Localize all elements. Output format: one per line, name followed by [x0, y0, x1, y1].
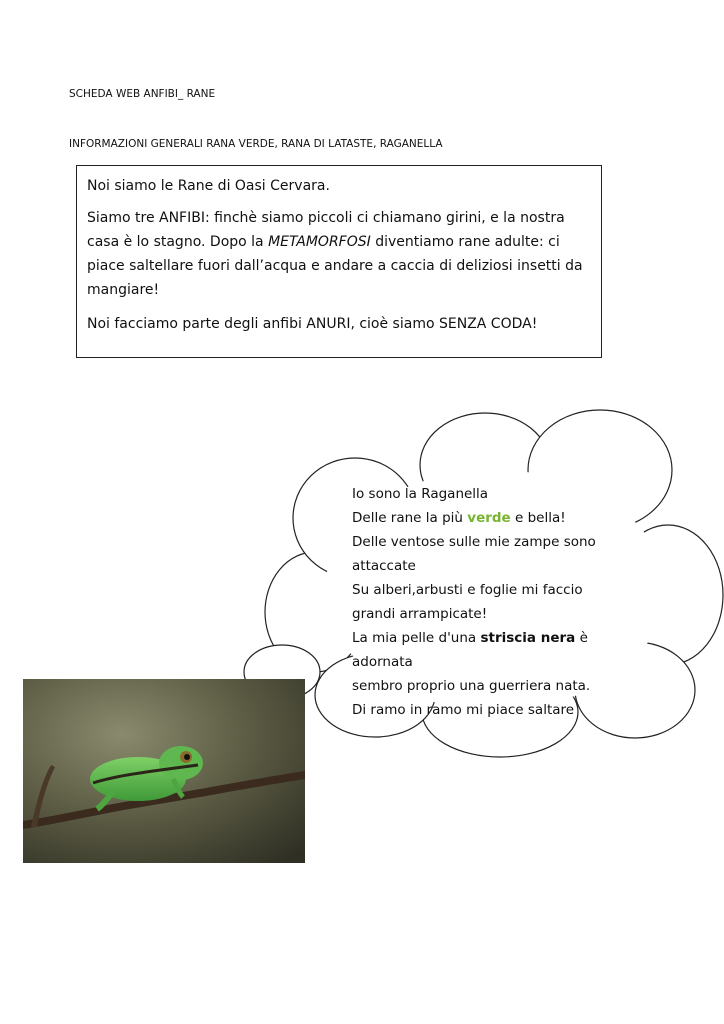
intro-paragraph-2-end: diventiamo rane adulte: ci piace saltellare fuori dall’acqua e andare a caccia di deliziosi insetti da mangiare!	[87, 234, 583, 298]
highlight-verde: verde	[467, 510, 511, 526]
poem-line: sembro proprio una guerriera nata.	[352, 678, 591, 694]
poem-line: attaccate	[352, 558, 416, 574]
poem-line: Delle ventose sulle mie zampe sono	[352, 534, 596, 550]
intro-paragraph-2	[87, 206, 587, 302]
poem-line-start: Delle rane la più	[352, 510, 468, 526]
poem-line-start: La mia pelle d'una	[352, 630, 481, 646]
page-subtitle: INFORMAZIONI GENERALI RANA VERDE, RANA DI LATASTE, RAGANELLA	[69, 138, 443, 150]
frog-pupil	[184, 754, 190, 760]
poem-line: adornata	[352, 654, 413, 670]
metamorfosi-term: METAMORFOSI	[268, 234, 371, 250]
intro-box	[76, 165, 602, 358]
intro-paragraph-1: Noi siamo le Rane di Oasi Cervara.	[87, 178, 330, 194]
poem-line: Io sono la Raganella	[352, 486, 489, 502]
page-title: SCHEDA WEB ANFIBI_ RANE	[69, 88, 216, 100]
frog-photo	[23, 679, 305, 863]
poem-line	[352, 626, 622, 650]
intro-paragraph-2-start: Siamo tre ANFIBI: finchè siamo piccoli ci chiamano girini, e la nostra casa è lo stagno. Dopo la	[87, 210, 565, 250]
poem-line: Di ramo in ramo mi piace saltare	[352, 702, 575, 718]
poem-line-end: e bella!	[510, 510, 566, 526]
highlight-striscia-nera: striscia nera	[480, 630, 576, 646]
intro-paragraph-3: Noi facciamo parte degli anfibi ANURI, cioè siamo SENZA CODA!	[87, 316, 538, 332]
poem-line-end: è	[575, 630, 588, 646]
poem-text	[352, 482, 622, 722]
poem-line: Su alberi,arbusti e foglie mi faccio	[352, 582, 583, 598]
poem-line	[352, 506, 622, 530]
poem-line: grandi arrampicate!	[352, 606, 488, 622]
frog-head	[159, 746, 203, 780]
